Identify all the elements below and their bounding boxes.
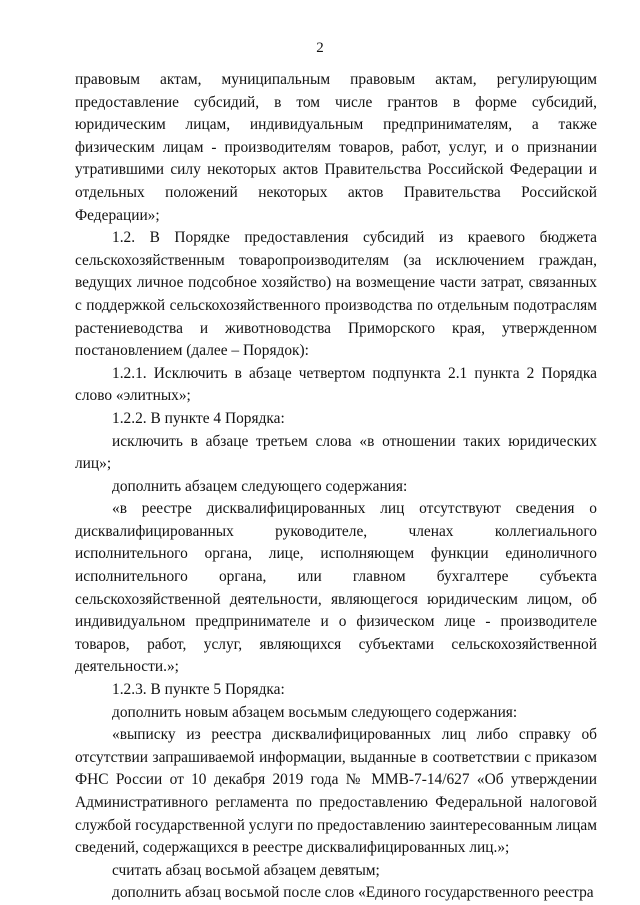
paragraph-supplement-eighth: дополнить абзац восьмой после слов «Единого государственного реестра	[112, 884, 594, 902]
paragraph-add-abzac: дополнить абзацем следующего содержания:	[112, 477, 408, 495]
paragraph-1-2-1: 1.2.1. Исключить в абзаце четвертом подпункта 2.1 пункта 2 Порядка слово «элитных»;	[75, 364, 597, 405]
paragraph-1-2: 1.2. В Порядке предоставления субсидий из краевого бюджета сельскохозяйственным товаропроизводителям (за исключением граждан, ведущих личное подсобное хозяйство) на возмещение части затрат, связанных с поддержкой сельскохозяйственного производства по отдельным подотраслям растениеводства и животноводства Приморского края, утвержденном постановлением (далее – Порядок):	[75, 229, 597, 360]
paragraph-renumber: считать абзац восьмой абзацем девятым;	[112, 861, 380, 879]
paragraph-continuation: правовым актам, муниципальным правовым актам, регулирующим предоставление субсидий, в том числе грантов в форме субсидий, юридическим лицам, индивидуальным предпринимателям, а также физическим лицам - производителям товаров, работ, услуг, и о признании утратившими силу некоторых актов Правительства Российской Федерации и отдельных положений некоторых актов Правительства Российской Федерации»;	[75, 71, 597, 224]
paragraph-exclude-words: исключить в абзаце третьем слова «в отношении таких юридических лиц»;	[75, 432, 597, 473]
paragraph-1-2-3: 1.2.3. В пункте 5 Порядка:	[112, 681, 285, 699]
paragraph-add-eighth: дополнить новым абзацем восьмым следующего содержания:	[112, 703, 518, 721]
document-body	[75, 69, 597, 905]
page-number: 2	[316, 40, 324, 56]
paragraph-1-2-2: 1.2.2. В пункте 4 Порядка:	[112, 409, 285, 427]
paragraph-quote-registry: «в реестре дисквалифицированных лиц отсутствуют сведения о дисквалифицированных руководителе, членах коллегиального исполнительного органа, лице, исполняющем функции единоличного исполнительного органа, или главном бухгалтере субъекта сельскохозяйственной деятельности, являющегося юридическим лицом, об индивидуальном предпринимателе и о физическом лице - производителе товаров, работ, услуг, являющихся субъектами сельскохозяйственной деятельности.»;	[75, 500, 597, 676]
paragraph-quote-extract: «выписку из реестра дисквалифицированных лиц либо справку об отсутствии запрашиваемой информации, выданные в соответствии с приказом ФНС России от 10 декабря 2019 года № ММВ-7-14/627 «Об утверждении Административного регламента по предоставлению Федеральной налоговой службой государственной услуги по предоставлению заинтересованным лицам сведений, содержащихся в реестре дисквалифицированных лиц.»;	[75, 726, 597, 857]
